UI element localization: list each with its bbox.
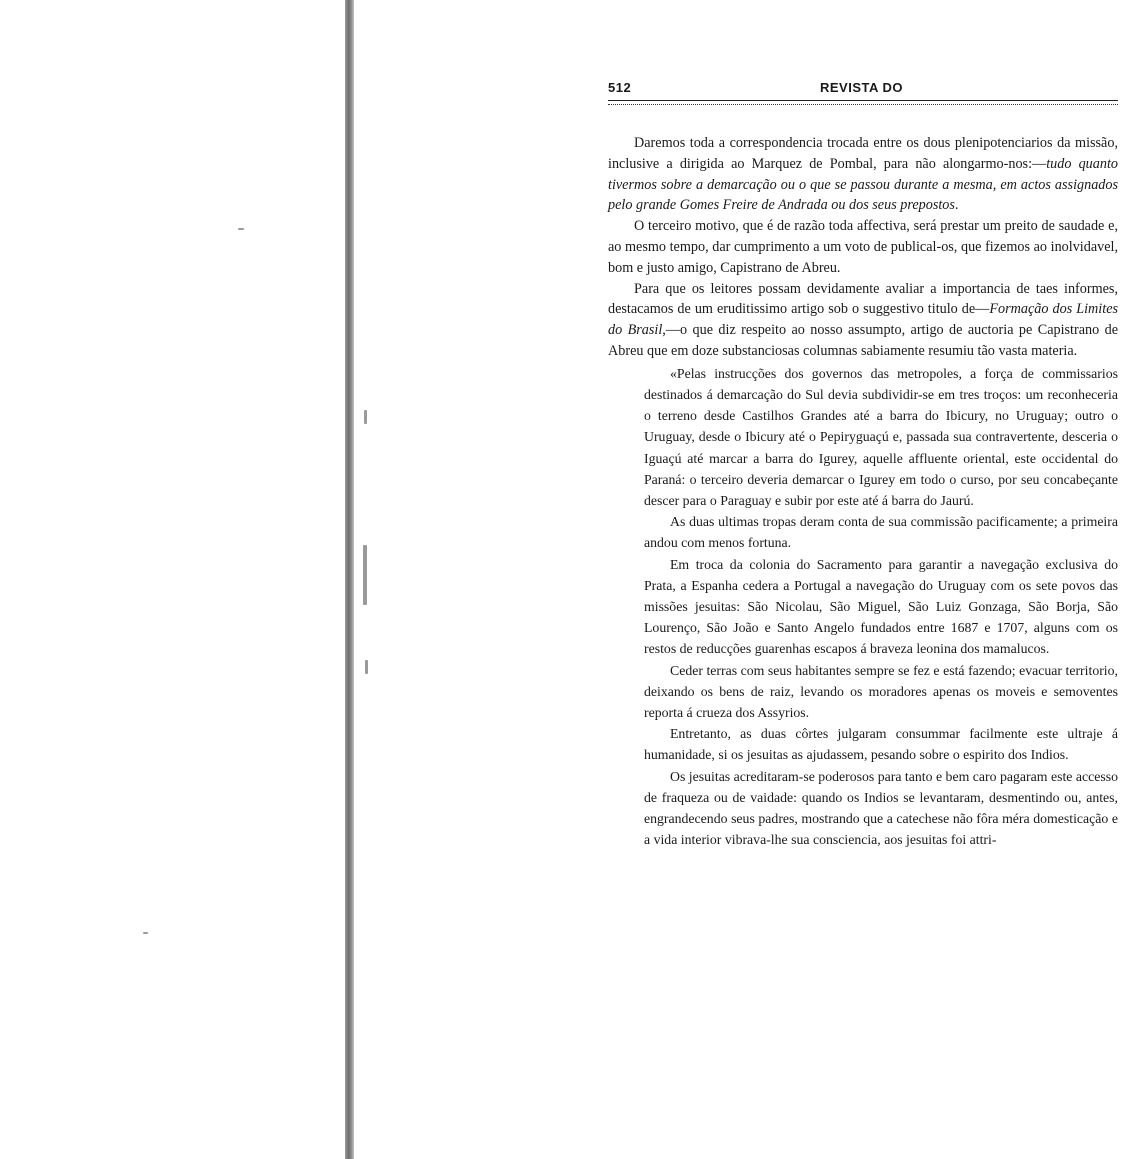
paragraph: Para que os leitores possam devidamente avaliar a importancia de taes informes, destacamos de um eruditissimo artigo sob o suggestivo titulo de—Formação dos Limites do Brasil,—o que diz respeito ao nosso assumpto, artigo de auctoria pe Capistrano de Abreu que em doze substanciosas columnas sabiamente resumiu tão vasta materia. — [608, 280, 1119, 359]
scan-speck — [363, 545, 367, 605]
quote-paragraph: Ceder terras com seus habitantes sempre se fez e está fazendo; evacuar territorio, deixando os bens de raiz, levando os moradores apenas os moveis e semoventes reporta á crueza dos Assyrios. — [644, 662, 1118, 721]
page-number: 512 — [608, 80, 632, 95]
quote-paragraph: Os jesuitas acreditaram-se poderosos para tanto e bem caro pagaram este accesso de fraqueza ou de vaidade: quando os Indios se levantaram, desmentindo ou, antes, engrandecendo seus padres, mostrando que a catechese não fôra méra domesticação e a vida interior vibrava-lhe sua consciencia, aos jesuitas foi attri- — [644, 768, 1118, 848]
scan-speck — [238, 228, 244, 230]
article-title: Formação dos Limites do Brasil — [608, 301, 1119, 339]
quote-paragraph: Entretanto, as duas côrtes julgaram consummar facilmente este ultraje á humanidade, si os jesuitas as ajudassem, pesando sobre o espirito dos Indios. — [644, 726, 1118, 763]
quote-paragraph: Em troca da colonia do Sacramento para garantir a navegação exclusiva do Prata, a Espanha cedera a Portugal a navegação do Uruguay com os sete povos das missões jesuitas: São Nicolau, São Miguel, São Luiz Gonzaga, São Borja, São Lourenço, São João e Santo Angelo fundados entre 1687 e 1707, alguns com os restos de reducções guarenhas escapos á braveza leonina dos mamalucos. — [644, 556, 1118, 657]
book-page — [608, 80, 1118, 850]
italic-quote: tudo quanto tivermos sobre a demarcação ou o que se passou durante a mesma, em actos assignados pelo grande Gomes Freire de Andrada ou dos seus prepostos — [608, 155, 1118, 214]
quote-paragraph: As duas ultimas tropas deram conta de sua commissão pacificamente; a primeira andou com menos fortuna. — [644, 514, 1118, 551]
paragraph: O terceiro motivo, que é de razão toda affectiva, será prestar um preito de saudade e, ao mesmo tempo, dar cumprimento a um voto de publical-os, que fizemos ao inolvidavel, bom e justo amigo, Capistrano de Abreu. — [608, 218, 1118, 276]
running-head — [608, 80, 1118, 98]
header-rule — [608, 100, 1118, 105]
scan-speck — [365, 660, 368, 674]
quote-paragraph: «Pelas instrucções dos governos das metropoles, a força de commissarios destinados á demarcação do Sul devia subdividir-se em tres troços: um reconheceria o terreno desde Castilhos Grandes até a barra do Ibicury, no Uruguay; outro o Uruguay, desde o Ibicury até o Pepiryguaçú e, passada sua contravertente, desceria o Iguaçú até marcar a barra do Igurey, aquelle affluente oriental, este occidental do Paraná: o terceiro deveria demarcar o Igurey em todo o curso, por seu concabeçante descer para o Paraguay e subir por este até á barra do Jaurú. — [644, 365, 1118, 508]
block-quote — [644, 363, 1118, 851]
scan-speck — [364, 410, 367, 424]
body-text — [608, 133, 1118, 850]
book-spine-gutter — [345, 0, 354, 1159]
scan-speck — [143, 932, 148, 934]
paragraph: Daremos toda a correspondencia trocada entre os dous plenipotenciarios da missão, inclusive a dirigida ao Marquez de Pombal, para não alongarmo-nos:—tudo quanto tivermos sobre a demarcação ou o que se passou durante a mesma, em actos assignados pelo grande Gomes Freire de Andrada ou dos seus prepostos. — [608, 135, 1118, 214]
journal-title: REVISTA DO — [819, 80, 903, 95]
